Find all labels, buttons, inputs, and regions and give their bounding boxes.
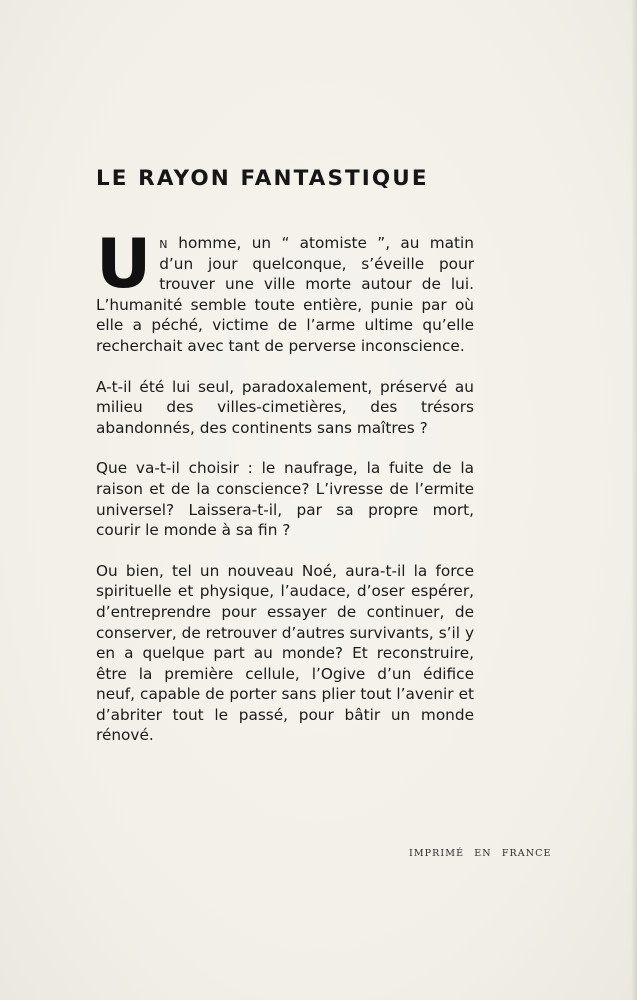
blurb-paragraph-3: Que va-t-il choisir : le naufrage, la fuite de la raison et de la conscience? L’ivresse de l’ermite universel? Laissera-t-il, par sa propre mort, courir le monde à sa fin ? xyxy=(96,459,474,540)
blurb-paragraph-1-text: homme, un “ atomiste ”, au matin d’un jour quelconque, s’éveille pour trouver une ville morte autour de lui. L’humanité semble toute entière, punie par où elle a péché, victime de l’arme ultime qu’elle recherchait avec tant de perverse inconscience. xyxy=(96,234,474,355)
blurb-text xyxy=(96,225,474,766)
blurb-paragraph-2: A-t-il été lui seul, paradoxalement, préservé au milieu des villes-cimetières, des trésors abandonnés, des continents sans maîtres ? xyxy=(96,377,474,437)
drop-cap: U xyxy=(96,225,152,304)
printed-in-france-notice: IMPRIMÉ EN FRANCE xyxy=(409,848,552,859)
blurb-paragraph-4: Ou bien, tel un nouveau Noé, aura-t-il la force spirituelle et physique, l’audace, d’oser espérer, d’entreprendre pour essayer de continuer, de conserver, de retrouver d’autres survivants, s’il y en a quelque part au monde? Et reconstruire, être la première cellule, l’Ogive d’un édifice neuf, capable de porter sans plier tout l’avenir et d’abriter tout le passé, pour bâtir un monde rénové. xyxy=(96,561,474,745)
blurb-paragraph-1 xyxy=(96,225,474,357)
page-edge-shadow xyxy=(631,0,637,1000)
first-word-rest: n xyxy=(159,234,168,252)
book-title: LE RAYON FANTASTIQUE xyxy=(96,166,429,191)
